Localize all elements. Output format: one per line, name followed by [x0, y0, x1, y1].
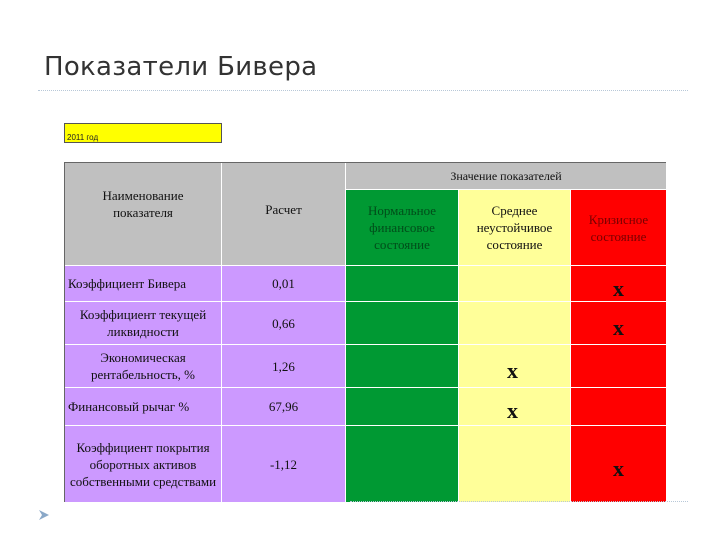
header-group	[346, 163, 667, 190]
header-name-label: Наименование показателя	[102, 188, 184, 220]
row-5-value: -1,12	[222, 426, 346, 503]
bottom-divider	[350, 501, 688, 502]
row-4-normal	[346, 388, 459, 426]
year-label: 2011 год	[64, 123, 222, 143]
header-medium	[459, 190, 571, 266]
row-5-mark: x	[613, 456, 624, 481]
row-2-mark: x	[613, 315, 624, 340]
row-3-normal	[346, 345, 459, 388]
header-medium-label: Среднее неустойчивое состояние	[476, 203, 553, 252]
header-calc-label: Расчет	[265, 201, 302, 217]
header-group-label: Значение показателей	[450, 168, 562, 183]
beaver-indicators-table	[64, 162, 666, 502]
header-normal	[346, 190, 459, 266]
title-divider	[38, 90, 688, 91]
header-crisis-label: Кризисное состояние	[588, 211, 649, 244]
header-name	[65, 163, 222, 266]
row-1-mark: x	[613, 276, 624, 301]
row-5-name: Коэффициент покрытия оборотных активов собственными средствами	[65, 426, 222, 503]
row-3-name: Экономическая рентабельность, %	[65, 345, 222, 388]
arrow-icon[interactable]	[37, 508, 51, 522]
row-2-normal	[346, 302, 459, 345]
row-3-mark: x	[507, 358, 518, 383]
row-5-medium	[459, 426, 571, 503]
header-crisis	[571, 190, 667, 266]
row-3-crisis	[571, 345, 667, 388]
slide-title: Показатели Бивера	[44, 52, 318, 82]
row-1-normal	[346, 266, 459, 302]
row-1-name: Коэффициент Бивера	[65, 266, 222, 302]
header-normal-label: Нормальное финансовое состояние	[367, 203, 436, 252]
row-4-name: Финансовый рычаг %	[65, 388, 222, 426]
header-calc	[222, 163, 346, 266]
row-5-normal	[346, 426, 459, 503]
row-4-crisis	[571, 388, 667, 426]
row-1-medium	[459, 266, 571, 302]
row-4-value: 67,96	[222, 388, 346, 426]
row-3-value: 1,26	[222, 345, 346, 388]
row-4-mark: x	[507, 398, 518, 423]
row-1-value: 0,01	[222, 266, 346, 302]
row-2-medium	[459, 302, 571, 345]
row-2-name: Коэффициент текущей ликвидности	[65, 302, 222, 345]
row-2-value: 0,66	[222, 302, 346, 345]
